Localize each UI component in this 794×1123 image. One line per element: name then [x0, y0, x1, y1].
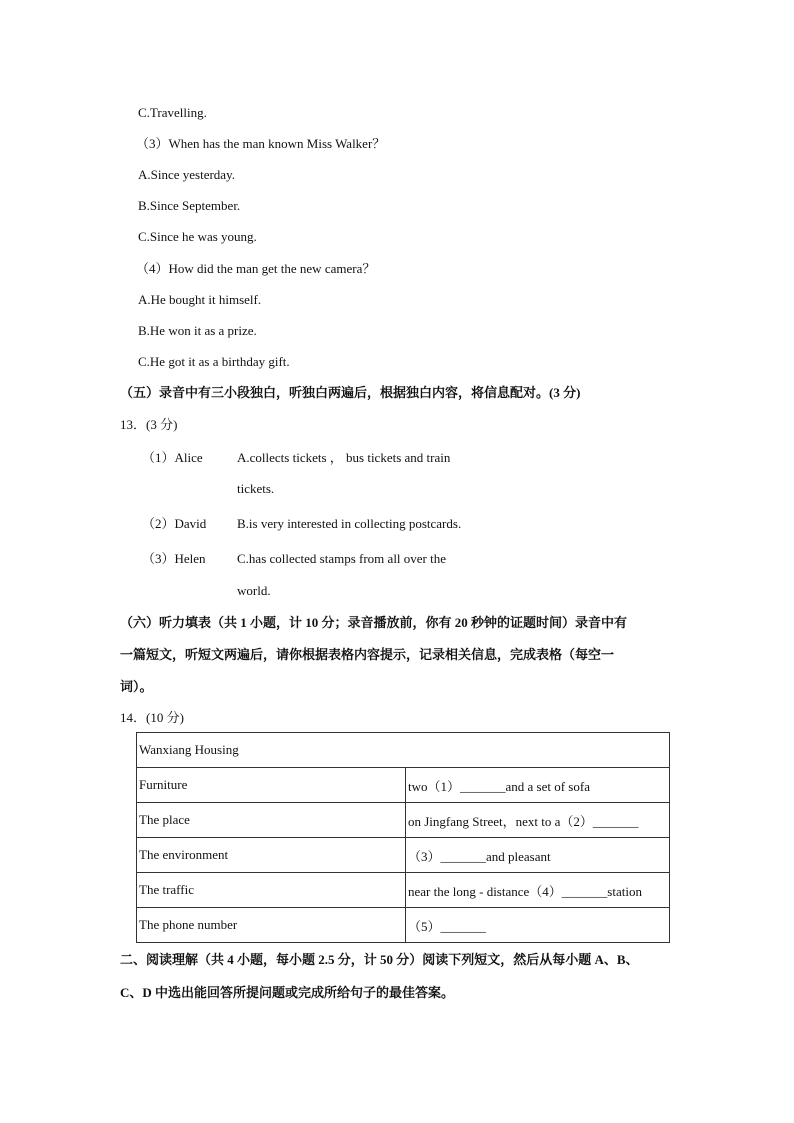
option-text: B.Since September.: [138, 198, 241, 213]
row-value: （5）_______: [406, 908, 670, 943]
section-heading: （六）听力填表（共 1 小题，计 10 分；录音播放前，你有 20 秒钟的证题时间）录音中有: [120, 615, 628, 630]
option-text: C.Travelling.: [138, 105, 207, 120]
row-label: The phone number: [137, 908, 406, 943]
option-text: B.He won it as a prize.: [138, 323, 257, 338]
question-number: 13．(3 分): [120, 417, 178, 432]
option-text: A.Since yesterday.: [138, 167, 235, 182]
row-label: The traffic: [137, 873, 406, 908]
match-person: （1）Alice: [142, 450, 203, 465]
part-heading: 二、阅读理解（共 4 小题，每小题 2.5 分，计 50 分）阅读下列短文，然后从每小题 A、B、: [120, 952, 639, 967]
info-table: [136, 732, 670, 943]
option-text: A.He bought it himself.: [138, 292, 262, 307]
table-row: [137, 803, 670, 838]
match-option: B.is very interested in collecting postcards.: [237, 516, 462, 531]
row-label: The environment: [137, 838, 406, 873]
match-person: （2）David: [142, 516, 207, 531]
option-text: C.Since he was young.: [138, 229, 257, 244]
row-label: Furniture: [137, 768, 406, 803]
table-title-row: [137, 733, 670, 768]
match-option: A.collects tickets ， bus tickets and train: [237, 450, 451, 465]
row-label: The place: [137, 803, 406, 838]
table-row: [137, 908, 670, 943]
match-person: （3）Helen: [142, 551, 206, 566]
table-row: [137, 873, 670, 908]
section-heading: 词）。: [120, 679, 153, 694]
match-option: C.has collected stamps from all over the: [237, 551, 447, 566]
row-value: two（1）_______and a set of sofa: [406, 768, 670, 803]
section-heading: 一篇短文，听短文两遍后，请你根据表格内容提示，记录相关信息，完成表格（每空一: [120, 647, 615, 662]
question-text: （4）How did the man get the new camera？: [136, 261, 376, 276]
row-value: near the long - distance（4）_______station: [406, 873, 670, 908]
table-row: [137, 768, 670, 803]
row-value: on Jingfang Street，next to a（2）_______: [406, 803, 670, 838]
row-value: （3）_______and pleasant: [406, 838, 670, 873]
section-heading: （五）录音中有三小段独白，听独白两遍后，根据独白内容，将信息配对。(3 分): [120, 385, 581, 400]
match-option: tickets.: [237, 481, 275, 496]
question-text: （3）When has the man known Miss Walker？: [136, 136, 386, 151]
match-option: world.: [237, 583, 271, 598]
table-title: Wanxiang Housing: [137, 733, 670, 768]
part-heading: C、D 中选出能回答所提问题或完成所给句子的最佳答案。: [120, 985, 455, 1000]
table-row: [137, 838, 670, 873]
question-number: 14．(10 分): [120, 710, 184, 725]
option-text: C.He got it as a birthday gift.: [138, 354, 290, 369]
